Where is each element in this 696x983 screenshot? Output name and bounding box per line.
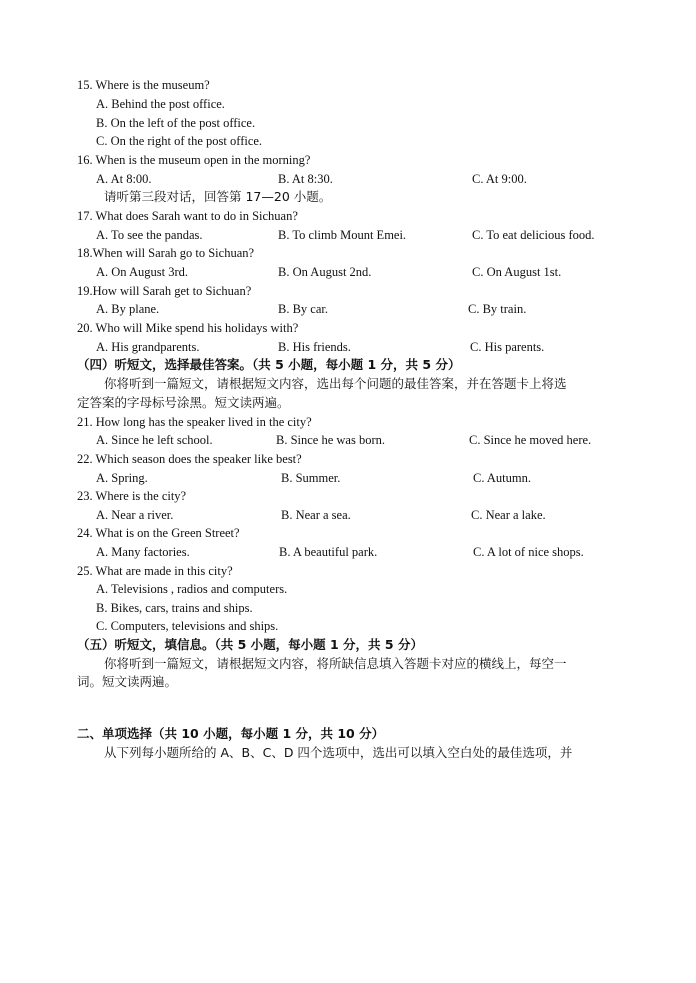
- question-19: 19.How will Sarah get to Sichuan?: [77, 284, 252, 298]
- option-24-c: C. A lot of nice shops.: [473, 545, 584, 559]
- option-17-c: C. To eat delicious food.: [472, 228, 595, 242]
- option-18-b: B. On August 2nd.: [278, 265, 372, 279]
- question-number: 15.: [77, 78, 93, 92]
- option-16-b: B. At 8:30.: [278, 172, 333, 186]
- option-19-c: C. By train.: [468, 302, 527, 316]
- option-21-c: C. Since he moved here.: [469, 433, 592, 447]
- question-20: 20. Who will Mike spend his holidays with?: [77, 321, 299, 335]
- question-22: 22. Which season does the speaker like best?: [77, 452, 302, 466]
- option-16-c: C. At 9:00.: [472, 172, 527, 186]
- option-25-a: A. Televisions , radios and computers.: [96, 582, 288, 596]
- option-23-a: A. Near a river.: [96, 508, 174, 522]
- option-18-a: A. On August 3rd.: [96, 265, 189, 279]
- question-17: 17. What does Sarah want to do in Sichuan?: [77, 209, 298, 223]
- option-17-a: A. To see the pandas.: [96, 228, 203, 242]
- option-17-b: B. To climb Mount Emei.: [278, 228, 407, 242]
- option-25-c: C. Computers, televisions and ships.: [96, 619, 279, 633]
- question-23: 23. Where is the city?: [77, 489, 187, 503]
- option-23-c: C. Near a lake.: [471, 508, 546, 522]
- instruction-17-20: 请听第三段对话，回答第 17—20 小题。: [104, 189, 332, 204]
- option-15-c: C. On the right of the post office.: [96, 134, 263, 148]
- section-5-instructions-line-1: 你将听到一篇短文，请根据短文内容，将所缺信息填入答题卡对应的横线上，每空一: [104, 656, 567, 671]
- section-4-instructions-line-2: 定答案的字母标号涂黑。短文读两遍。: [77, 395, 290, 410]
- section-5-instructions-line-2: 词。短文读两遍。: [77, 674, 178, 689]
- option-20-c: C. His parents.: [470, 340, 545, 354]
- option-19-b: B. By car.: [278, 302, 328, 316]
- option-18-c: C. On August 1st.: [472, 265, 562, 279]
- question-25: 25. What are made in this city?: [77, 564, 233, 578]
- option-21-a: A. Since he left school.: [96, 433, 213, 447]
- option-22-a: A. Spring.: [96, 471, 148, 485]
- question-18: 18.When will Sarah go to Sichuan?: [77, 246, 255, 260]
- part-2-title: 二、单项选择（共 10 小题，每小题 1 分，共 10 分）: [77, 726, 385, 741]
- option-21-b: B. Since he was born.: [276, 433, 386, 447]
- option-23-b: B. Near a sea.: [281, 508, 351, 522]
- option-25-b: B. Bikes, cars, trains and ships.: [96, 601, 253, 615]
- part-2-instructions-line-1: 从下列每小题所给的 A、B、C、D 四个选项中，选出可以填入空白处的最佳选项，并: [104, 745, 573, 760]
- question-stem: When is the museum open in the morning?: [95, 153, 311, 167]
- option-19-a: A. By plane.: [96, 302, 160, 316]
- section-4-instructions-line-1: 你将听到一篇短文，请根据短文内容，选出每个问题的最佳答案，并在答题卡上将选: [104, 376, 567, 391]
- option-16-a: A. At 8:00.: [96, 172, 152, 186]
- section-5-title: （五）听短文，填信息。（共 5 小题，每小题 1 分，共 5 分）: [77, 637, 423, 652]
- question-stem: Where is the museum?: [95, 78, 210, 92]
- option-22-c: C. Autumn.: [473, 471, 531, 485]
- question-number: 16.: [77, 153, 93, 167]
- question-15: [77, 76, 210, 94]
- option-15-b: B. On the left of the post office.: [96, 116, 256, 130]
- option-22-b: B. Summer.: [281, 471, 341, 485]
- question-24: 24. What is on the Green Street?: [77, 526, 240, 540]
- option-24-a: A. Many factories.: [96, 545, 190, 559]
- section-4-title: （四）听短文，选择最佳答案。（共 5 小题，每小题 1 分，共 5 分）: [77, 357, 461, 372]
- question-21: 21. How long has the speaker lived in the city?: [77, 415, 312, 429]
- option-24-b: B. A beautiful park.: [279, 545, 378, 559]
- question-16: [77, 151, 310, 169]
- option-20-a: A. His grandparents.: [96, 340, 200, 354]
- option-20-b: B. His friends.: [278, 340, 351, 354]
- option-15-a: A. Behind the post office.: [96, 97, 225, 111]
